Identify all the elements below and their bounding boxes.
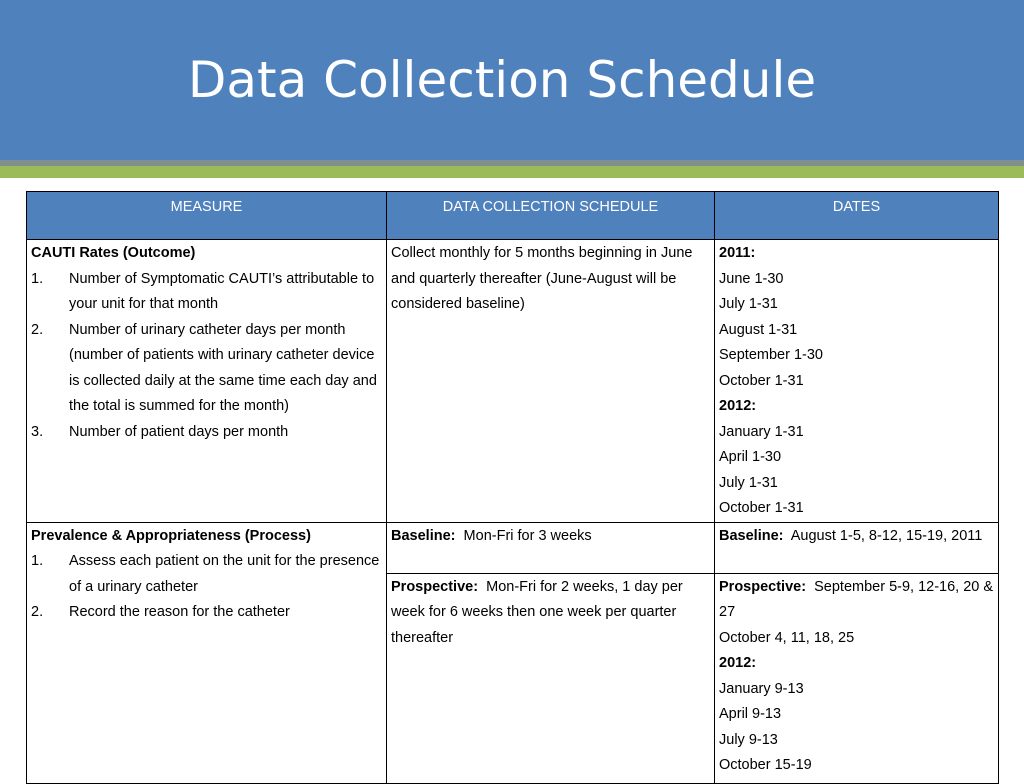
list-item: 2. Record the reason for the catheter [31,604,290,620]
baseline-schedule: Mon-Fri for 3 weeks [463,527,592,544]
date-item: October 15-19 [719,757,812,773]
list-item: 2. Number of urinary catheter days per month (number of patients with urinary catheter device is collected daily at the same time each day and the total is summed for the month) [31,321,377,414]
dates-cell-cauti [715,240,999,523]
list-item: 1. Number of Symptomatic CAUTI’s attributable to your unit for that month [31,270,375,312]
date-item: September 1-30 [719,347,823,363]
date-item: July 1-31 [719,296,778,312]
measure-cell-prevalence [27,522,387,783]
schedule-cell-prospective [387,573,715,783]
dates-cell-baseline [715,522,999,573]
header-row [27,192,999,240]
date-item: October 4, 11, 18, 25 [719,629,855,646]
schedule-table [26,191,999,784]
baseline-dates-label: Baseline: [719,527,784,544]
year-label: 2011: [719,245,756,261]
date-item: April 9-13 [719,706,782,722]
date-item: July 1-31 [719,474,778,491]
baseline-label: Baseline: [391,527,456,544]
column-header-schedule: DATA COLLECTION SCHEDULE [387,192,715,240]
measure-list [31,267,382,446]
dates-cell-prospective [715,573,999,783]
column-header-dates: DATES [715,192,999,240]
baseline-dates: August 1-5, 8-12, 15-19, 2011 [790,527,983,544]
table-row-prevalence-baseline [27,522,999,573]
prospective-label: Prospective: [391,578,479,595]
schedule-cell-baseline [387,522,715,573]
date-item: June 1-30 [719,270,784,287]
measure-list [31,549,382,626]
prospective-dates: September 5-9, 12-16, 20 & 27 [719,578,994,620]
list-item: 3. Number of patient days per month [31,423,289,440]
year-label: 2012: [719,398,757,414]
list-item: 1. Assess each patient on the unit for the presence of a urinary catheter [31,553,380,595]
schedule-cell-cauti: Collect monthly for 5 months beginning in June and quarterly thereafter (June-August will be considered baseline) [387,240,715,523]
year-label: 2012: [719,655,757,671]
measure-cell-cauti [27,240,387,523]
prospective-schedule: Mon-Fri for 2 weeks, 1 day per week for 6 weeks then one week per quarter thereafter [391,578,683,646]
column-header-measure: MEASURE [27,192,387,240]
date-item: January 9-13 [719,680,804,697]
date-item: July 9-13 [719,731,778,748]
date-item: October 1-31 [719,372,804,389]
date-item: August 1-31 [719,321,798,338]
page-title: Data Collection Schedule [187,51,817,109]
measure-heading: Prevalence & Appropriateness (Process) [31,527,311,544]
table-row-cauti [27,240,999,523]
prospective-dates-label: Prospective: [719,578,807,595]
date-item: October 1-31 [719,500,804,516]
measure-heading: CAUTI Rates (Outcome) [31,245,196,261]
divider-stripe-green [0,166,1024,178]
date-item: April 1-30 [719,449,782,465]
date-item: January 1-31 [719,423,804,440]
